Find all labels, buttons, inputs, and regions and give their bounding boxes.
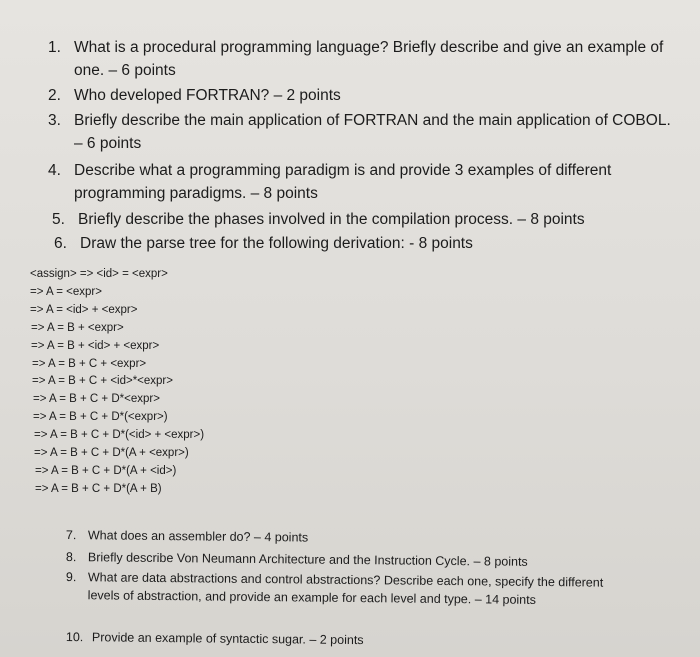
derivation-step: => A = <id> + <expr>	[30, 303, 138, 316]
question-number: 9.	[65, 569, 77, 585]
derivation-step: <assign> => <id> = <expr>	[30, 268, 168, 280]
question-text: What does an assembler do? – 4 points	[87, 528, 309, 545]
question-text: Draw the parse tree for the following derivation: - 8 points	[80, 235, 473, 252]
derivation-step: => A = B + C + D*(A + <id>)	[35, 464, 177, 477]
derivation-step: => A = B + <expr>	[31, 321, 124, 334]
question-number: 8.	[65, 549, 77, 565]
question-text: Provide an example of syntactic sugar. – 2 points	[91, 630, 364, 648]
question-7	[66, 527, 626, 550]
derivation-step: => A = B + C + <id>*<expr>	[32, 375, 173, 388]
derivation-step: => A = B + C + D*(A + <expr>)	[34, 447, 189, 460]
question-text: What is a procedural programming language? Briefly describe and give an example of one. – 6 points	[74, 39, 664, 79]
question-number: 4.	[48, 162, 61, 179]
derivation-step: => A = B + <id> + <expr>	[31, 339, 160, 352]
question-text: Who developed FORTRAN? – 2 points	[74, 87, 341, 104]
derivation-step: => A = B + C + D*(A + B)	[35, 482, 162, 495]
question-6	[54, 232, 684, 255]
question-text: Briefly describe Von Neumann Architecture and the Instruction Cycle. – 8 points	[87, 550, 528, 569]
question-9	[66, 569, 622, 610]
question-text: Briefly describe the phases involved in the compilation process. – 8 points	[78, 211, 585, 228]
question-4	[48, 159, 618, 205]
question-text: Describe what a programming paradigm is and provide 3 examples of different programming paradigms. – 8 points	[74, 162, 612, 202]
derivation-block	[30, 266, 204, 499]
question-3	[48, 109, 678, 155]
question-2	[48, 84, 678, 107]
question-number: 6.	[54, 235, 67, 252]
derivation-step: => A = <expr>	[30, 285, 102, 298]
derivation-step: => A = B + C + D*(<id> + <expr>)	[34, 429, 205, 442]
question-10	[66, 629, 626, 652]
question-number: 7.	[65, 527, 77, 543]
question-5	[52, 208, 682, 231]
derivation-step: => A = B + C + D*(<expr>)	[33, 411, 168, 424]
question-number: 10.	[65, 629, 84, 645]
question-number: 1.	[48, 39, 61, 56]
question-number: 3.	[48, 112, 61, 129]
question-1	[48, 36, 678, 82]
derivation-step: => A = B + C + <expr>	[32, 357, 147, 370]
question-text: Briefly describe the main application of FORTRAN and the main application of COBOL. – 6 points	[74, 112, 671, 152]
question-number: 5.	[52, 211, 65, 228]
derivation-step: => A = B + C + D*<expr>	[33, 393, 160, 406]
question-number: 2.	[48, 87, 61, 104]
question-8	[66, 549, 626, 572]
question-text: What are data abstractions and control abstractions? Describe each one, specify the different levels of abstraction, and provide an example for each level and type. – 14 points	[87, 570, 604, 607]
